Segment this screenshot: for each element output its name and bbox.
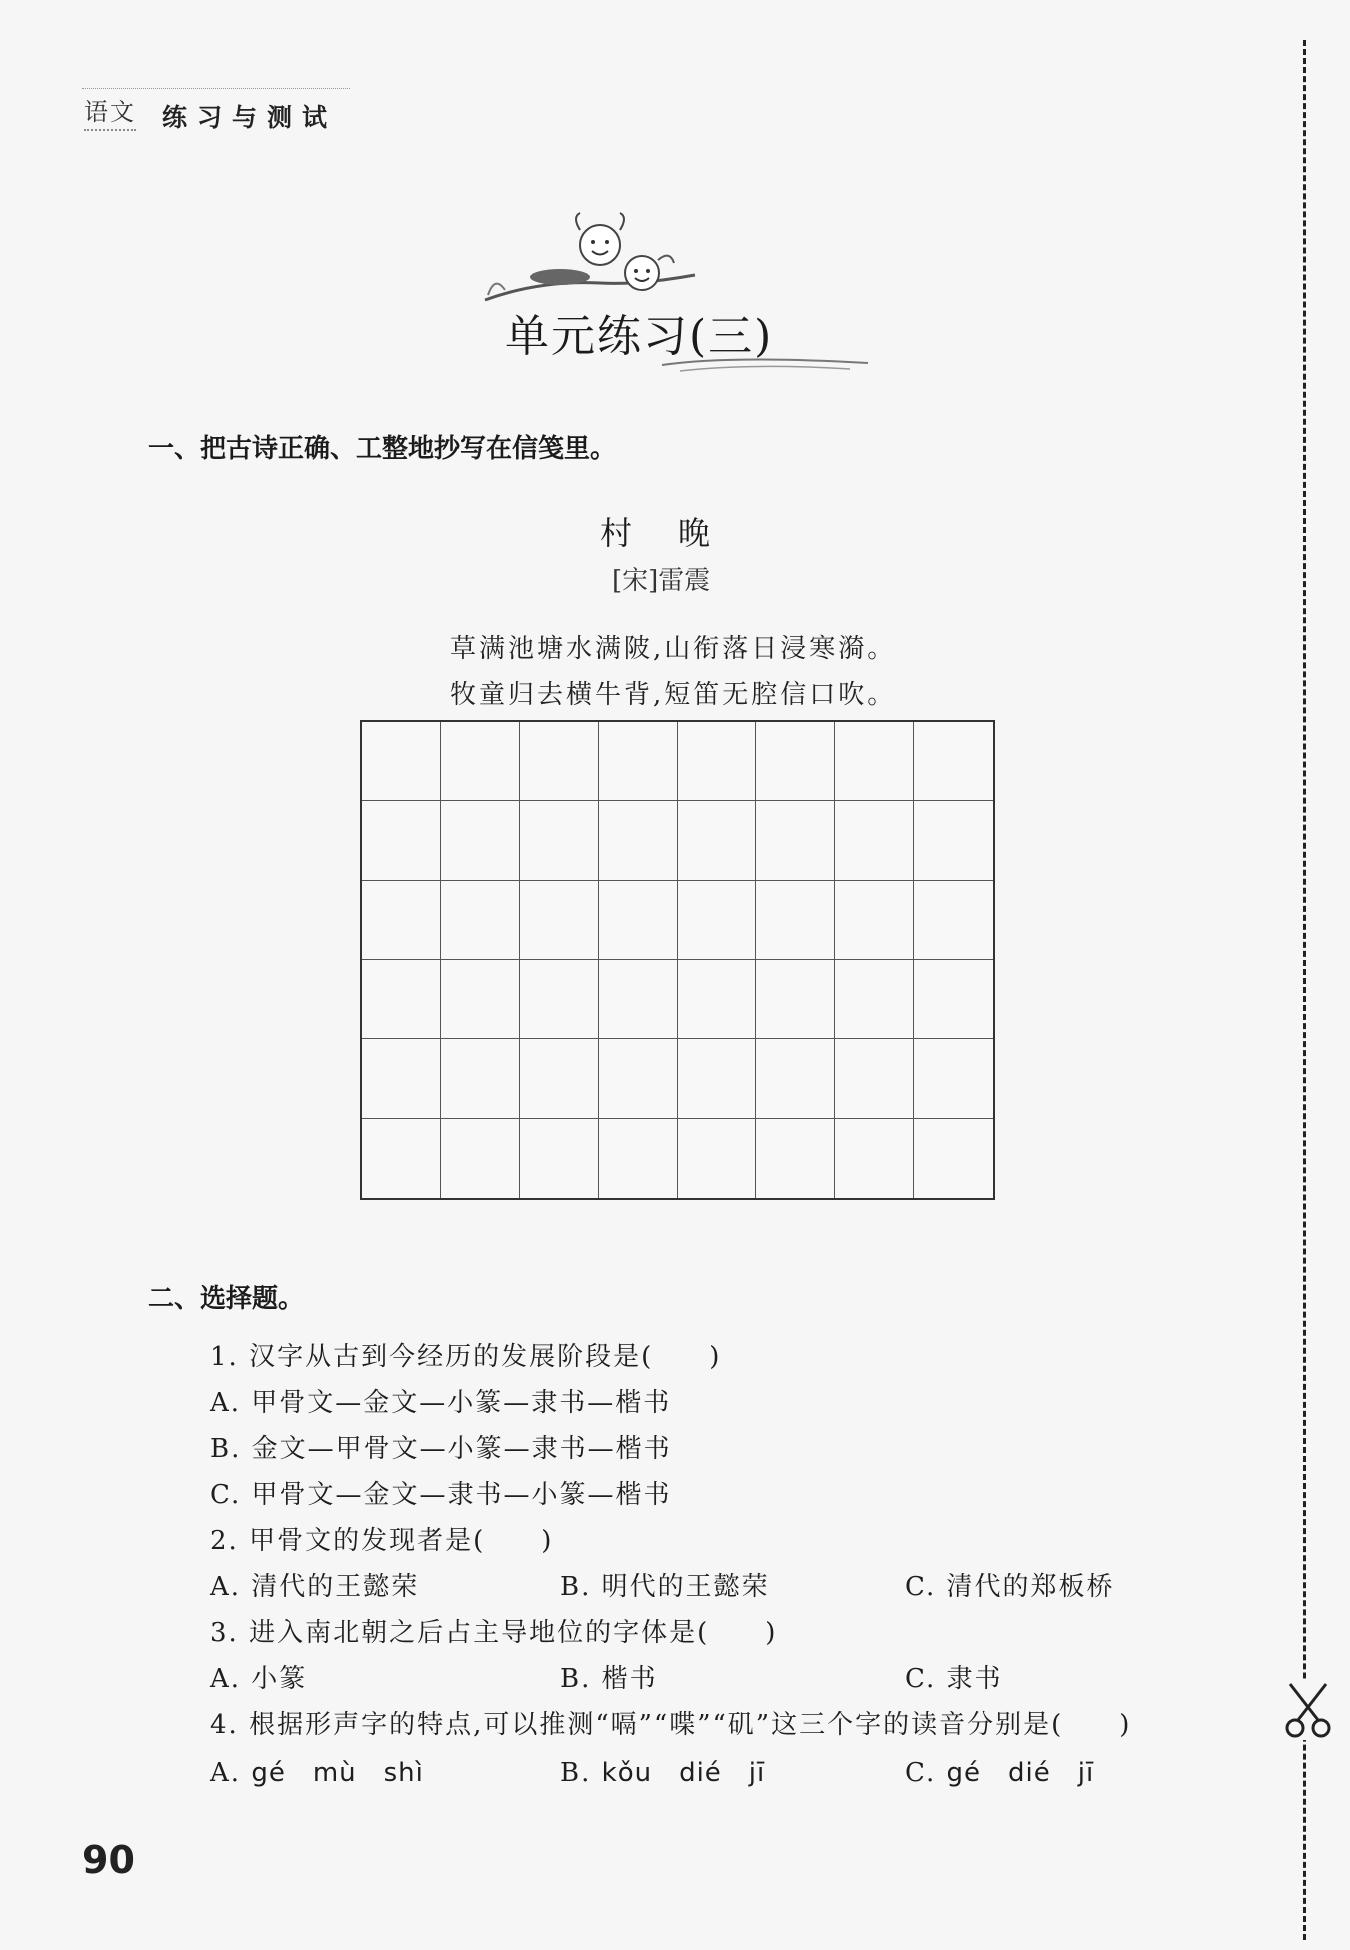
grid-cell[interactable] bbox=[756, 1039, 835, 1118]
question-4-option-a bbox=[210, 1752, 424, 1789]
grid-cell[interactable] bbox=[441, 960, 520, 1039]
scissors-icon bbox=[1282, 1680, 1334, 1740]
question-4-option-c bbox=[905, 1752, 1094, 1789]
grid-cell[interactable] bbox=[520, 1039, 599, 1118]
grid-cell[interactable] bbox=[441, 801, 520, 880]
grid-cell[interactable] bbox=[599, 960, 678, 1039]
option-c-pinyin: gé dié jī bbox=[946, 1758, 1095, 1788]
grid-cell[interactable] bbox=[520, 881, 599, 960]
unit-title: 单元练习(三) bbox=[505, 311, 774, 362]
grid-cell[interactable] bbox=[756, 960, 835, 1039]
poem-line-2: 牧童归去横牛背,短笛无腔信口吹。 bbox=[450, 680, 897, 710]
question-3: 3. 进入南北朝之后占主导地位的字体是( ) bbox=[210, 1618, 778, 1648]
grid-cell[interactable] bbox=[914, 960, 993, 1039]
grid-cell[interactable] bbox=[678, 801, 757, 880]
question-2-option-c: C. 清代的郑板桥 bbox=[905, 1572, 1115, 1602]
section2-heading: 二、选择题。 bbox=[148, 1284, 305, 1314]
writing-grid bbox=[360, 720, 995, 1200]
grid-cell[interactable] bbox=[835, 722, 914, 801]
grid-cell[interactable] bbox=[441, 881, 520, 960]
grid-cell[interactable] bbox=[599, 722, 678, 801]
grid-cell[interactable] bbox=[441, 1119, 520, 1198]
question-3-option-c: C. 隶书 bbox=[905, 1664, 1003, 1694]
grid-cell[interactable] bbox=[678, 960, 757, 1039]
grid-cell[interactable] bbox=[678, 1119, 757, 1198]
option-b-pinyin: kǒu dié jī bbox=[601, 1758, 766, 1788]
grid-cell[interactable] bbox=[362, 881, 441, 960]
grid-cell[interactable] bbox=[441, 722, 520, 801]
grid-cell[interactable] bbox=[914, 801, 993, 880]
grid-cell[interactable] bbox=[914, 881, 993, 960]
grid-cell[interactable] bbox=[520, 1119, 599, 1198]
grid-cell[interactable] bbox=[599, 1039, 678, 1118]
grid-cell[interactable] bbox=[678, 1039, 757, 1118]
grid-cell[interactable] bbox=[835, 960, 914, 1039]
grid-cell[interactable] bbox=[520, 722, 599, 801]
question-4-option-b bbox=[560, 1752, 765, 1789]
grid-cell[interactable] bbox=[441, 1039, 520, 1118]
header-book-title: 练习与测试 bbox=[162, 103, 338, 132]
grid-cell[interactable] bbox=[835, 1039, 914, 1118]
grid-cell[interactable] bbox=[678, 722, 757, 801]
option-a-pinyin: gé mù shì bbox=[251, 1758, 424, 1788]
grid-cell[interactable] bbox=[678, 881, 757, 960]
option-c-letter: C. bbox=[905, 1758, 937, 1788]
grid-cell[interactable] bbox=[835, 881, 914, 960]
grid-cell[interactable] bbox=[835, 1119, 914, 1198]
grid-cell[interactable] bbox=[756, 722, 835, 801]
grid-cell[interactable] bbox=[756, 1119, 835, 1198]
grid-cell[interactable] bbox=[599, 1119, 678, 1198]
question-2-option-a: A. 清代的王懿荣 bbox=[210, 1572, 420, 1602]
grid-cell[interactable] bbox=[362, 722, 441, 801]
question-1-option-a: A. 甲骨文—金文—小篆—隶书—楷书 bbox=[210, 1388, 672, 1418]
grid-cell[interactable] bbox=[914, 1039, 993, 1118]
grid-cell[interactable] bbox=[520, 801, 599, 880]
grid-cell[interactable] bbox=[599, 801, 678, 880]
question-2: 2. 甲骨文的发现者是( ) bbox=[210, 1526, 554, 1556]
title-swoosh bbox=[660, 345, 870, 375]
cut-line bbox=[1303, 40, 1306, 1940]
question-1-option-c: C. 甲骨文—金文—隶书—小篆—楷书 bbox=[210, 1480, 672, 1510]
question-3-option-a: A. 小篆 bbox=[210, 1664, 308, 1694]
grid-cell[interactable] bbox=[362, 960, 441, 1039]
poem-title: 村晚 bbox=[600, 514, 757, 552]
grid-cell[interactable] bbox=[362, 801, 441, 880]
question-2-option-b: B. 明代的王懿荣 bbox=[560, 1572, 770, 1602]
grid-cell[interactable] bbox=[599, 881, 678, 960]
grid-cell[interactable] bbox=[520, 960, 599, 1039]
question-1-option-b: B. 金文—甲骨文—小篆—隶书—楷书 bbox=[210, 1434, 672, 1464]
question-3-option-b: B. 楷书 bbox=[560, 1664, 658, 1694]
grid-cell[interactable] bbox=[914, 1119, 993, 1198]
grid-cell[interactable] bbox=[362, 1119, 441, 1198]
grid-cell[interactable] bbox=[914, 722, 993, 801]
poem-author: [宋]雷震 bbox=[612, 566, 711, 596]
option-a-letter: A. bbox=[210, 1758, 242, 1788]
grid-cell[interactable] bbox=[756, 801, 835, 880]
grid-cell[interactable] bbox=[756, 881, 835, 960]
question-1: 1. 汉字从古到今经历的发展阶段是( ) bbox=[210, 1342, 722, 1372]
poem-line-1: 草满池塘水满陂,山衔落日浸寒漪。 bbox=[450, 634, 897, 664]
question-4: 4. 根据形声字的特点,可以推测“嗝”“喋”“矶”这三个字的读音分别是( ) bbox=[210, 1710, 1132, 1740]
grid-cell[interactable] bbox=[362, 1039, 441, 1118]
page-number: 90 bbox=[82, 1838, 135, 1882]
header-subject: 语文 bbox=[84, 92, 136, 131]
section1-heading: 一、把古诗正确、工整地抄写在信笺里。 bbox=[148, 434, 617, 464]
grid-cell[interactable] bbox=[835, 801, 914, 880]
option-b-letter: B. bbox=[560, 1758, 592, 1788]
